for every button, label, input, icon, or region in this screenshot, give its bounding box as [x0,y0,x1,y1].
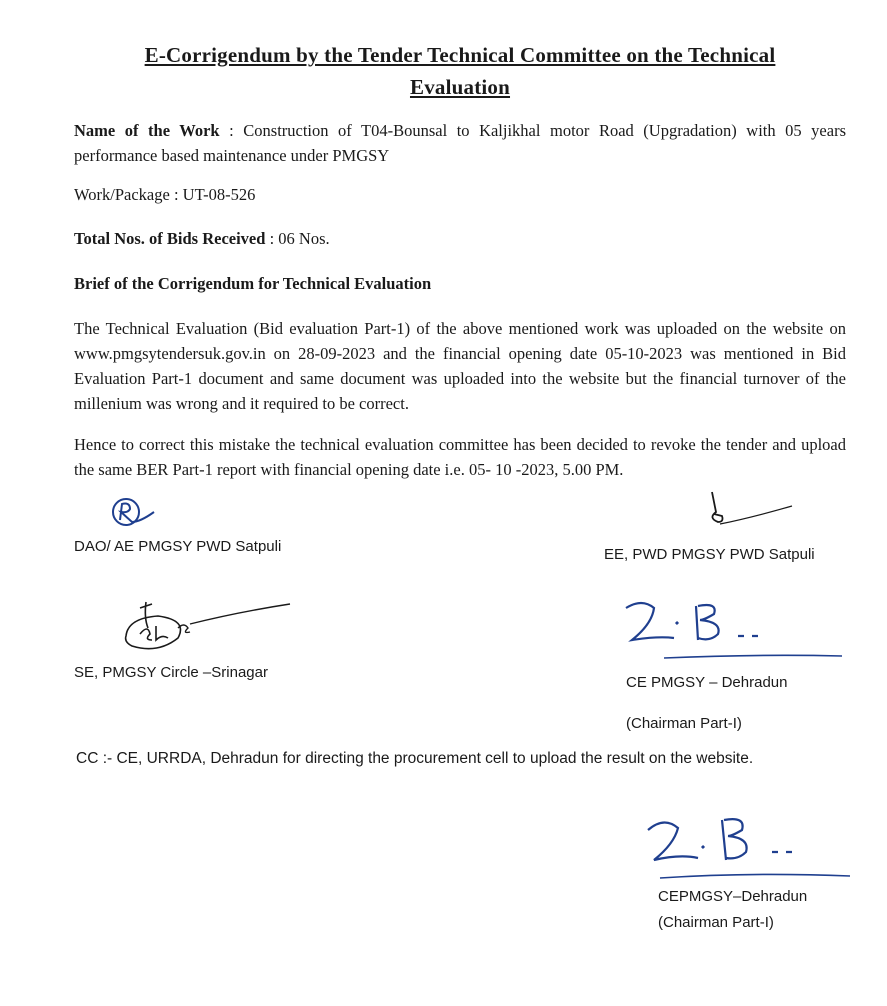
dao-signatory: DAO/ AE PMGSY PWD Satpuli [74,538,282,555]
dao-signature [106,492,166,532]
work-package-value: UT-08-526 [182,185,256,204]
ce-signature [618,596,848,672]
document-title-line-1: E-Corrigendum by the Tender Technical Committee on the Technical [144,43,776,67]
total-bids-label: Total Nos. of Bids Received [74,229,266,248]
brief-heading: Brief of the Corrigendum for Technical Evaluation [74,274,432,293]
final-ce-signature [640,808,860,884]
body-paragraph-2: Hence to correct this mistake the technical evaluation committee has been decided to revoke the tender and upload the same BER Part-1 report with financial opening date i.e. 05- 10 -2023, 5.00 PM. [74,435,846,479]
final-ce-signatory: CEPMGSY–Dehradun [658,888,808,905]
document-title-line-2: Evaluation [409,75,511,99]
name-of-work-separator: : [219,121,244,140]
work-package-separator: : [169,185,183,204]
name-of-work-value: Construction of T04-Bounsal to Kaljikhal motor Road (Upgradation) with 05 years performance based maintenance under PMGSY [74,121,846,165]
se-signature [118,598,298,658]
ee-signatory: EE, PWD PMGSY PWD Satpuli [604,546,815,563]
se-signatory: SE, PMGSY Circle –Srinagar [74,664,268,681]
work-package-label: Work/Package [74,185,170,204]
body-paragraph-1: The Technical Evaluation (Bid evaluation Part-1) of the above mentioned work was uploaded on the website on www.pmgsytendersuk.gov.in on 28-09-2023 and the financial opening date 05-10-2023 was mentioned in Bid Evaluation Part-1 document and same document was uploaded into the website but the financial turnover of the millenium was wrong and it required to be correct. [74,319,846,413]
total-bids [74,226,846,251]
total-bids-value: 06 Nos. [278,229,330,248]
work-package [74,182,846,207]
cc-line: CC :- CE, URRDA, Dehradun for directing the procurement cell to upload the result on the website. [76,750,754,767]
ee-signature [700,486,800,536]
name-of-work-label: Name of the Work [74,121,220,140]
total-bids-separator: : [265,229,279,248]
ce-signatory: CE PMGSY – Dehradun [626,674,788,691]
ce-role: (Chairman Part-I) [626,715,742,732]
name-of-work [74,118,846,168]
final-ce-role: (Chairman Part-I) [658,914,774,931]
